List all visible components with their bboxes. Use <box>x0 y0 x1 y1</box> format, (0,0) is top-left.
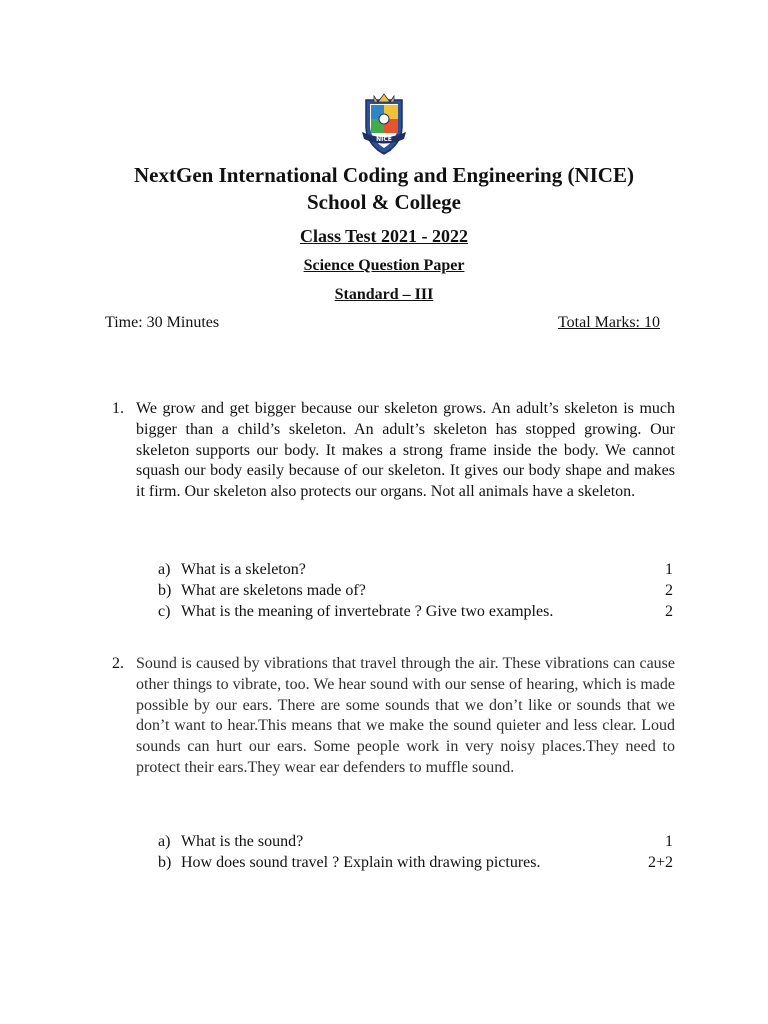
part-marks: 2+2 <box>647 854 673 871</box>
question-1-part-a <box>158 559 673 580</box>
part-question: How does sound travel ? Explain with drawing pictures. <box>181 854 541 871</box>
question-1-part-c <box>158 601 673 622</box>
part-letter: c) <box>158 603 171 620</box>
part-question: What is a skeleton? <box>181 561 306 578</box>
paper-title: Science Question Paper <box>303 257 465 274</box>
part-marks: 1 <box>665 561 673 578</box>
standard-label: Standard – III <box>334 286 434 303</box>
question-2-passage: Sound is caused by vibrations that travel through the air. These vibrations can cause other things to vibrate, too. We hear sound with our sense of hearing, which is made possible by our ears. There are some sounds that we don’t like or sounds that we don’t want to hear.This means that we make the sound quieter and less clear. Loud sounds can hurt our ears. Some people work in very noisy places.They need to protect their ears.They wear ear defenders to muffle sound. <box>136 655 675 776</box>
part-letter: a) <box>158 561 171 578</box>
part-marks: 2 <box>665 582 673 599</box>
question-1-part-b <box>158 580 673 601</box>
question-2-part-b <box>158 852 673 873</box>
school-name-line1: NextGen International Coding and Engineering (NICE) <box>134 163 634 187</box>
part-letter: a) <box>158 833 171 850</box>
question-number: 2. <box>112 655 124 672</box>
part-letter: b) <box>158 582 172 599</box>
question-number: 1. <box>112 400 124 417</box>
part-letter: b) <box>158 854 172 871</box>
part-marks: 2 <box>665 603 673 620</box>
part-question: What is the sound? <box>181 833 304 850</box>
total-marks: Total Marks: 10 <box>558 314 660 331</box>
question-2-part-a <box>158 831 673 852</box>
test-title: Class Test 2021 - 2022 <box>299 226 469 246</box>
svg-text:NICE: NICE <box>376 136 392 143</box>
school-name-line2: School & College <box>307 190 461 214</box>
time-allowed: Time: 30 Minutes <box>105 314 220 331</box>
part-marks: 1 <box>665 833 673 850</box>
question-1-passage: We grow and get bigger because our skeleton grows. An adult’s skeleton is much bigger than a child’s skeleton. An adult’s skeleton has stopped growing. Our skeleton supports our body. It makes a strong frame inside the body. We cannot squash our body easily because of our skeleton. It gives our body shape and makes it firm. Our skeleton also protects our organs. Not all animals have a skeleton. <box>136 400 675 501</box>
part-question: What are skeletons made of? <box>181 582 366 599</box>
school-crest-icon <box>358 92 410 158</box>
part-question: What is the meaning of invertebrate ? Give two examples. <box>181 603 554 620</box>
